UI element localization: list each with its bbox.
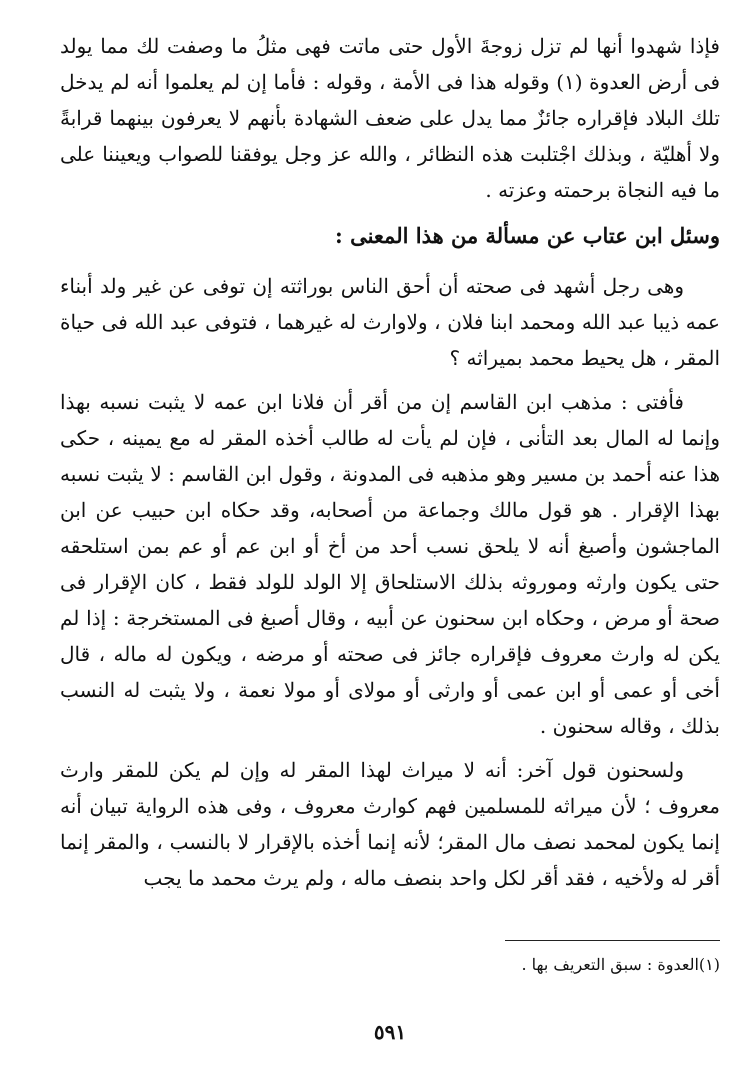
footnote: (١)العدوة : سبق التعريف بها . [521, 955, 720, 974]
document-page [60, 28, 720, 1068]
paragraph-answer-main: فأفتى : مذهب ابن القاسم إن من أقر أن فلانا ابن عمه لا يثبت نسبه بهذا وإنما له المال بعد التأنى ، فإن لم يأت له طالب أخذه المقر له مع يمينه ، حكى هذا عنه أحمد بن مسير وهو مذهبه فى المدونة ، وقول ابن القاسم : لا يثبت نسبه بهذا الإقرار . هو قول مالك وجماعة من أصحابه، وقد حكاه ابن حبيب عن ابن الماجشون وأصبغ أنه لا يلحق نسب أحد من أخ أو ابن عم أو عم بمن استلحقه حتى يكون وارثه وموروثه بذلك الاستلحاق إلا الولد للولد فقط ، كان الإقرار فى صحة أو مرض ، وحكاه ابن سحنون عن أبيه ، وقال أصبغ فى المستخرجة : إذا لم يكن له وارث معروف فإقراره جائز فى صحته أو مرضه ، ويكون له ماله ، قال أخى أو عمى أو ابن عمى أو وارثى أو مولاى أو مولا نعمة ، ولا يثبت له النسب بذلك ، وقاله سحنون . [60, 390, 721, 738]
footnote-divider [505, 940, 720, 941]
section-heading: وسئل ابن عتاب عن مسألة من هذا المعنى : [335, 223, 720, 248]
paragraph-answer-sahnun: ولسحنون قول آخر: أنه لا ميراث لهذا المقر له وإن لم يكن للمقر وارث معروف ؛ لأن ميراثه للمسلمين فهم كوارث معروف ، وفى هذه الرواية تبيان أنه إنما يكون لمحمد نصف مال المقر؛ لأنه إنما أخذه بالإقرار لا بالنسب ، والمقر إنما أقر له ولأخيه ، فقد أقر لكل واحد بنصف ماله ، ولم يرث محمد ما يجب [60, 758, 720, 890]
page-number: ٥٩١ [373, 1020, 407, 1044]
paragraph-question: وهى رجل أشهد فى صحته أن أحق الناس بوراثته إن توفى عن غير ولد أبناء عمه ذيبا عبد الله ومحمد ابنا فلان ، ولاوارث له غيرهما ، فتوفى عبد الله فى حياة المقر ، هل يحيط محمد بميراثه ؟ [60, 274, 720, 370]
paragraph-continuation: فإذا شهدوا أنها لم تزل زوجةَ الأول حتى ماتت فهى مثلُ ما وصفت لك مما يولد فى أرض العدوة (١) وقوله هذا فى الأمة ، وقوله : فأما إن لم يعلموا أنه لم يدخل تلك البلاد فإقراره جائزٌ مما يدل على ضعف الشهادة بأنهم لا يعرفون بينهما قرابةً ولا أهليّة ، وبذلك اجْتلبت هذه النظائر ، والله عز وجل يوفقنا للصواب ويعيننا على ما فيه النجاة برحمته وعزته . [60, 34, 720, 202]
